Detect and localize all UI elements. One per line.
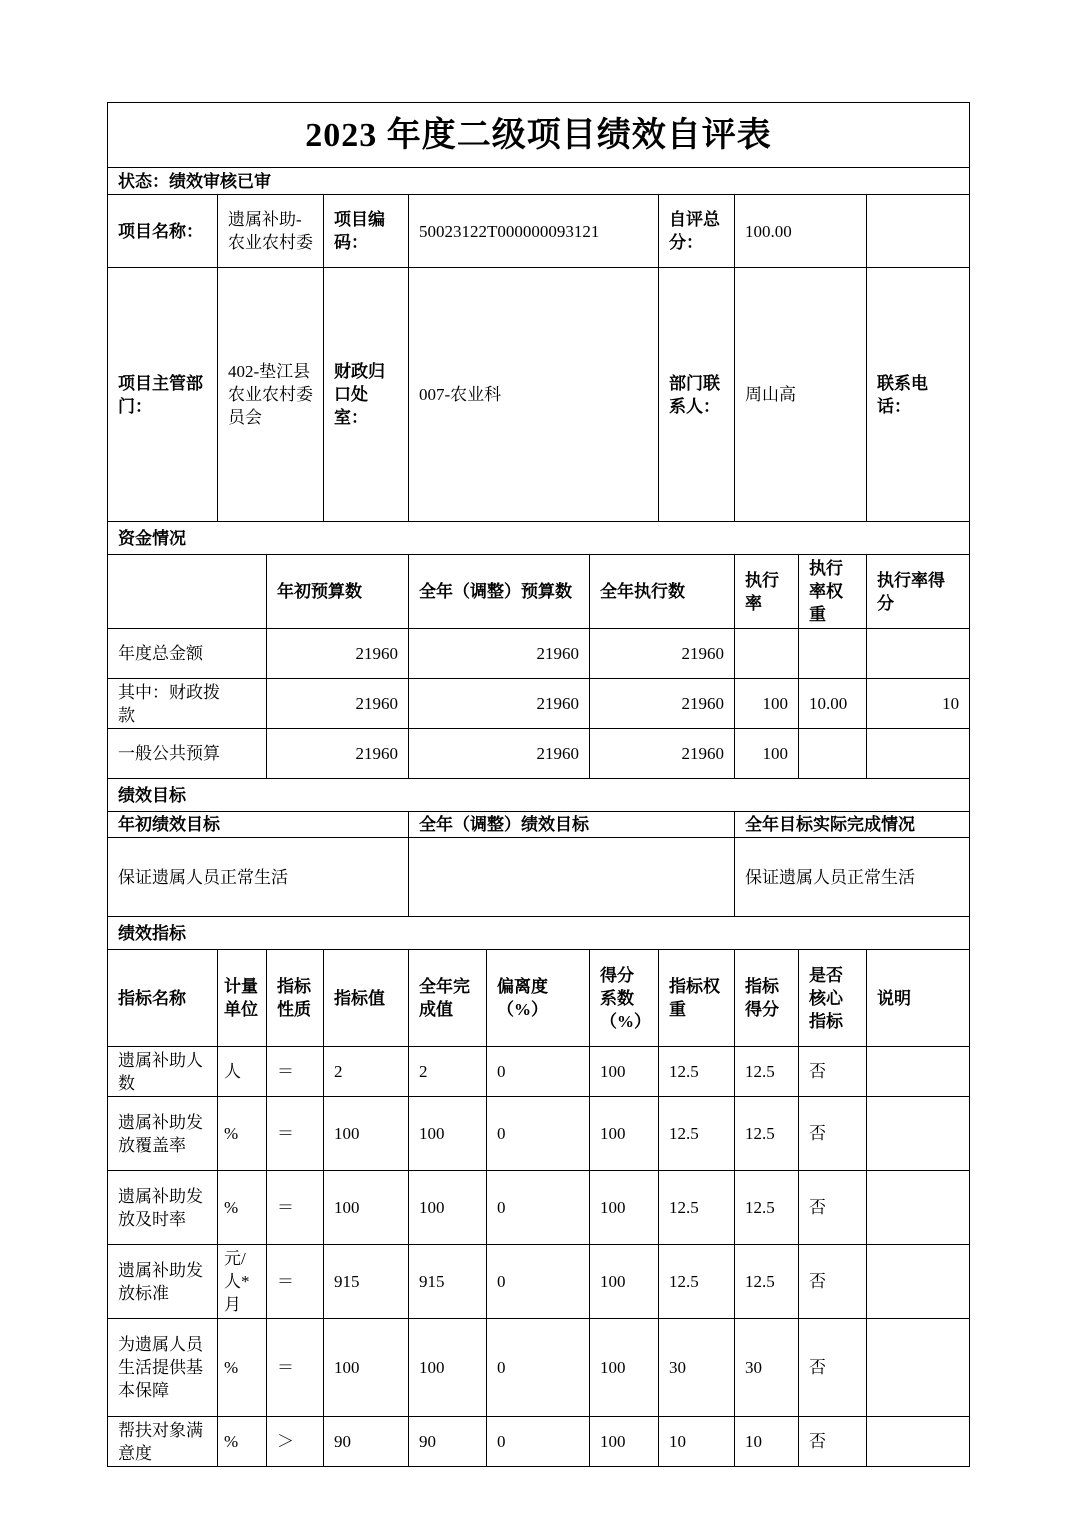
contact-value: 周山高: [735, 268, 867, 522]
indicator-row: [108, 1097, 970, 1171]
ind-core: 否: [799, 1245, 867, 1319]
ind-core: 否: [799, 1171, 867, 1245]
ind-value: 915: [324, 1245, 409, 1319]
ind-weight: 30: [659, 1319, 735, 1417]
ind-nature: ＝: [267, 1245, 324, 1319]
funds-header-rate: 执行率: [735, 555, 799, 629]
funds-header-executed: 全年执行数: [590, 555, 735, 629]
funds-header-initial: 年初预算数: [267, 555, 409, 629]
funds-row-weight: [799, 729, 867, 779]
ind-score: 10: [735, 1417, 799, 1467]
ind-name: 遗属补助发放覆盖率: [108, 1097, 218, 1171]
funds-row-weight: 10.00: [799, 679, 867, 729]
funds-row: [108, 729, 970, 779]
ind-score: 12.5: [735, 1245, 799, 1319]
ind-coef: 100: [590, 1171, 659, 1245]
ind-score: 12.5: [735, 1097, 799, 1171]
funds-row-name: 其中：财政拨款: [108, 679, 267, 729]
indicator-row: [108, 1417, 970, 1467]
ind-dev: 0: [487, 1171, 590, 1245]
ind-value: 2: [324, 1047, 409, 1097]
ind-header-note: 说明: [867, 950, 970, 1047]
ind-dev: 0: [487, 1319, 590, 1417]
ind-core: 否: [799, 1319, 867, 1417]
ind-unit: 人: [218, 1047, 267, 1097]
ind-unit: 元/人*月: [218, 1245, 267, 1319]
ind-unit: %: [218, 1417, 267, 1467]
ind-nature: ＝: [267, 1171, 324, 1245]
contact-label: 部门联系人：: [659, 268, 735, 522]
ind-header-dev: 偏离度（%）: [487, 950, 590, 1047]
dept-value: 402-垫江县农业农村委员会: [218, 268, 324, 522]
funds-row-score: [867, 729, 970, 779]
funds-header-score: 执行率得分: [867, 555, 970, 629]
ind-weight: 12.5: [659, 1245, 735, 1319]
ind-nature: ＞: [267, 1417, 324, 1467]
ind-unit: %: [218, 1319, 267, 1417]
ind-core: 否: [799, 1417, 867, 1467]
dept-label: 项目主管部门：: [108, 268, 218, 522]
ind-value: 100: [324, 1319, 409, 1417]
ind-dev: 0: [487, 1047, 590, 1097]
indicator-row: [108, 1319, 970, 1417]
funds-row-rate: [735, 629, 799, 679]
ind-core: 否: [799, 1097, 867, 1171]
ind-header-done: 全年完成值: [409, 950, 487, 1047]
funds-header-adjusted: 全年（调整）预算数: [409, 555, 590, 629]
ind-dev: 0: [487, 1417, 590, 1467]
funds-row-score: 10: [867, 679, 970, 729]
ind-done: 2: [409, 1047, 487, 1097]
ind-score: 30: [735, 1319, 799, 1417]
funds-row-rate: 100: [735, 679, 799, 729]
ind-header-value: 指标值: [324, 950, 409, 1047]
funds-row-adjusted: 21960: [409, 679, 590, 729]
ind-name: 遗属补助发放标准: [108, 1245, 218, 1319]
funds-row-adjusted: 21960: [409, 729, 590, 779]
ind-value: 100: [324, 1097, 409, 1171]
ind-dev: 0: [487, 1097, 590, 1171]
project-name-label: 项目名称：: [108, 195, 218, 268]
finance-label: 财政归口处室：: [324, 268, 409, 522]
ind-header-core: 是否核心指标: [799, 950, 867, 1047]
ind-note: [867, 1417, 970, 1467]
ind-nature: ＝: [267, 1047, 324, 1097]
ind-header-nature: 指标性质: [267, 950, 324, 1047]
funds-row-initial: 21960: [267, 729, 409, 779]
ind-header-unit: 计量单位: [218, 950, 267, 1047]
evaluation-sheet: [107, 102, 969, 1467]
finance-value: 007-农业科: [409, 268, 659, 522]
ind-name: 遗属补助人数: [108, 1047, 218, 1097]
goals-adjusted-text: [409, 838, 735, 917]
funds-row-weight: [799, 629, 867, 679]
ind-score: 12.5: [735, 1171, 799, 1245]
ind-value: 90: [324, 1417, 409, 1467]
ind-weight: 12.5: [659, 1171, 735, 1245]
ind-nature: ＝: [267, 1319, 324, 1417]
goals-header-actual: 全年目标实际完成情况: [735, 812, 970, 838]
ind-dev: 0: [487, 1245, 590, 1319]
ind-weight: 10: [659, 1417, 735, 1467]
ind-done: 100: [409, 1171, 487, 1245]
funds-row-name: 年度总金额: [108, 629, 267, 679]
ind-weight: 12.5: [659, 1097, 735, 1171]
ind-done: 100: [409, 1097, 487, 1171]
ind-weight: 12.5: [659, 1047, 735, 1097]
ind-done: 100: [409, 1319, 487, 1417]
funds-header-weight: 执行率权重: [799, 555, 867, 629]
evaluation-table: [107, 102, 970, 1467]
ind-nature: ＝: [267, 1097, 324, 1171]
ind-unit: %: [218, 1171, 267, 1245]
ind-coef: 100: [590, 1047, 659, 1097]
ind-name: 为遗属人员生活提供基本保障: [108, 1319, 218, 1417]
empty-cell: [867, 195, 970, 268]
ind-core: 否: [799, 1047, 867, 1097]
funds-row: [108, 679, 970, 729]
ind-coef: 100: [590, 1245, 659, 1319]
phone-label: 联系电话：: [867, 268, 970, 522]
funds-row-initial: 21960: [267, 629, 409, 679]
ind-coef: 100: [590, 1319, 659, 1417]
funds-row-executed: 21960: [590, 729, 735, 779]
ind-note: [867, 1319, 970, 1417]
ind-unit: %: [218, 1097, 267, 1171]
goals-actual-text: 保证遗属人员正常生活: [735, 838, 970, 917]
ind-name: 遗属补助发放及时率: [108, 1171, 218, 1245]
funds-row-executed: 21960: [590, 629, 735, 679]
ind-note: [867, 1047, 970, 1097]
indicators-section-title: 绩效指标: [108, 917, 970, 950]
funds-row-initial: 21960: [267, 679, 409, 729]
page-title: 2023 年度二级项目绩效自评表: [108, 103, 970, 168]
ind-coef: 100: [590, 1417, 659, 1467]
project-code-label: 项目编码：: [324, 195, 409, 268]
funds-section-title: 资金情况: [108, 522, 970, 555]
project-code-value: 50023122T000000093121: [409, 195, 659, 268]
ind-done: 90: [409, 1417, 487, 1467]
funds-row-name: 一般公共预算: [108, 729, 267, 779]
funds-row-score: [867, 629, 970, 679]
funds-row-rate: 100: [735, 729, 799, 779]
funds-row-adjusted: 21960: [409, 629, 590, 679]
ind-note: [867, 1171, 970, 1245]
ind-coef: 100: [590, 1097, 659, 1171]
ind-score: 12.5: [735, 1047, 799, 1097]
goals-initial-text: 保证遗属人员正常生活: [108, 838, 409, 917]
ind-header-coef: 得分系数（%）: [590, 950, 659, 1047]
status-text: 状态：绩效审核已审: [108, 168, 970, 195]
ind-note: [867, 1097, 970, 1171]
ind-value: 100: [324, 1171, 409, 1245]
ind-header-score: 指标得分: [735, 950, 799, 1047]
funds-header-blank: [108, 555, 267, 629]
goals-header-initial: 年初绩效目标: [108, 812, 409, 838]
ind-done: 915: [409, 1245, 487, 1319]
goals-section-title: 绩效目标: [108, 779, 970, 812]
ind-header-name: 指标名称: [108, 950, 218, 1047]
ind-header-weight: 指标权重: [659, 950, 735, 1047]
funds-row: [108, 629, 970, 679]
indicator-row: [108, 1047, 970, 1097]
score-value: 100.00: [735, 195, 867, 268]
goals-header-adjusted: 全年（调整）绩效目标: [409, 812, 735, 838]
indicator-row: [108, 1245, 970, 1319]
score-label: 自评总分：: [659, 195, 735, 268]
ind-note: [867, 1245, 970, 1319]
project-name-value: 遗属补助-农业农村委: [218, 195, 324, 268]
ind-name: 帮扶对象满意度: [108, 1417, 218, 1467]
indicator-row: [108, 1171, 970, 1245]
funds-row-executed: 21960: [590, 679, 735, 729]
